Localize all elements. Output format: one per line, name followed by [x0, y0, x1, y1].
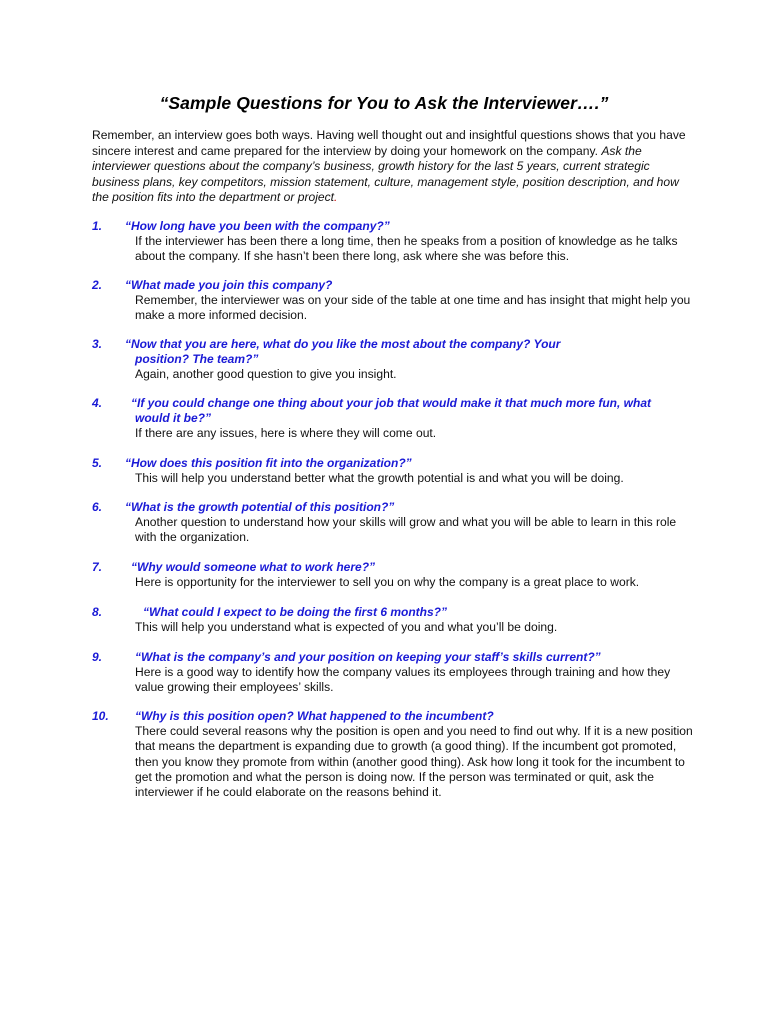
item-number: 5.	[92, 456, 103, 470]
item-question: “What could I expect to be doing the first 6 months?”	[143, 605, 448, 619]
item-question: “How long have you been with the company?”	[125, 219, 390, 233]
item-number: 4.	[92, 396, 103, 410]
item-question: “How does this position fit into the organization?”	[125, 456, 412, 470]
intro-italic-text: Ask the interviewer questions about the company’s business, growth history for the last 5 years, current strategic business plans, key competitors, mission statement, culture, management style, position description, and how the position fits into the department or project	[92, 143, 679, 204]
page-title: “Sample Questions for You to Ask the Interviewer….”	[159, 93, 609, 113]
item-answer: Another question to understand how your skills will grow and what you will be able to learn in this role with the organization.	[135, 515, 677, 545]
item-question-line-1: “If you could change one thing about your job that would make it that much more fun, what	[131, 396, 652, 410]
item-number: 6.	[92, 500, 103, 514]
item-answer: If there are any issues, here is where they will come out.	[135, 426, 437, 440]
item-question: “What is the company’s and your position on keeping your staff’s skills current?”	[135, 650, 601, 664]
item-number: 1.	[92, 219, 103, 233]
item-question	[125, 337, 560, 366]
item-question-line-2: would it be?”	[135, 410, 211, 425]
item-answer: This will help you understand what is expected of you and what you’ll be doing.	[135, 620, 558, 634]
item-question: “What made you join this company?	[125, 278, 333, 292]
item-question-line-2: position? The team?”	[135, 351, 259, 366]
item-number: 2.	[92, 278, 103, 292]
item-answer: Remember, the interviewer was on your side of the table at one time and has insight that might help you make a more informed decision.	[135, 293, 691, 323]
item-question: “What is the growth potential of this position?”	[125, 500, 395, 514]
item-answer: Again, another good question to give you insight.	[135, 367, 397, 381]
item-question	[131, 396, 651, 425]
intro-plain-text: Remember, an interview goes both ways. Having well thought out and insightful questions shows that you have sincere interest and came prepared for the interview by doing your homework on the company.	[92, 128, 686, 158]
item-answer: Here is a good way to identify how the company values its employees through training and how they value growing their employees’ skills.	[135, 665, 671, 695]
item-number: 7.	[92, 560, 103, 574]
intro-paragraph	[92, 128, 692, 206]
item-number: 3.	[92, 337, 103, 351]
item-question: “Why is this position open? What happened to the incumbent?	[135, 709, 494, 723]
item-question-line-1: “Now that you are here, what do you like the most about the company? Your	[125, 337, 561, 351]
item-question: “Why would someone what to work here?”	[131, 560, 376, 574]
item-answer: This will help you understand better what the growth potential is and what you will be doing.	[135, 471, 624, 485]
item-answer: Here is opportunity for the interviewer to sell you on why the company is a great place to work.	[135, 575, 640, 589]
item-answer: If the interviewer has been there a long time, then he speaks from a position of knowledge as he talks about the company. If she hasn’t been there long, ask where she was before this.	[135, 234, 678, 264]
item-number: 9.	[92, 650, 103, 664]
item-answer: There could several reasons why the position is open and you need to find out why. If it is a new position that means the department is expanding due to growth (a good thing). If the incumbent got promoted, then you know they promote from within (another good thing). Ask how long it took for the incumbent to get the promotion and what the person is doing now. If the person was terminated or quit, ask the interviewer if he could elaborate on the reasons behind it.	[135, 724, 693, 800]
intro-end-period: .	[334, 190, 338, 204]
item-number: 10.	[92, 709, 109, 723]
item-number: 8.	[92, 605, 103, 619]
